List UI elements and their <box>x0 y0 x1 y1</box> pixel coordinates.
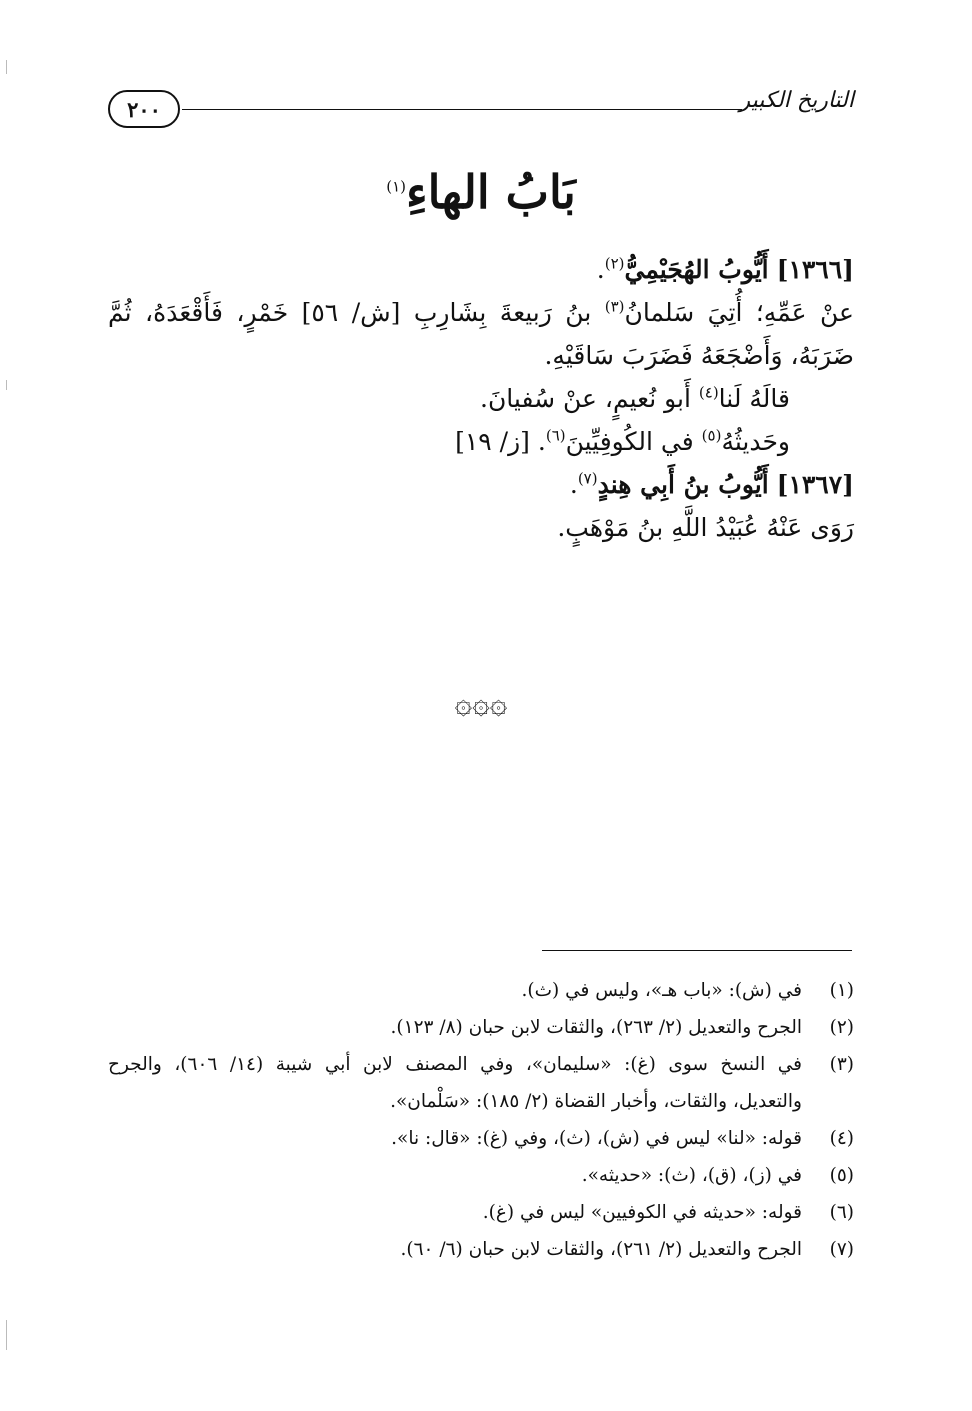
entry-number: [١٣٦٧] <box>776 470 854 499</box>
footnote-item <box>108 1046 854 1083</box>
footnote-ref: (٧) <box>577 469 598 488</box>
footnote-text: في النسخ سوى (غ): «سليمان»، وفي المصنف لابن أبي شيبة (١٤/ ٦٠٦)، والجرح <box>108 1054 802 1075</box>
footnote-number: (٦) <box>829 1202 854 1223</box>
footnote-number: (٣) <box>829 1054 854 1075</box>
text-line <box>108 377 854 420</box>
chapter-title-text: بَابُ الهاءِ <box>405 165 576 219</box>
footnote-number: (١) <box>829 980 854 1001</box>
footnote-text: قوله: «حديثه في الكوفيين» ليس في (غ). <box>482 1202 802 1223</box>
text-line <box>108 420 854 463</box>
book-title: التاريخ الكبير <box>739 88 854 113</box>
text-segment: بنُ رَبيعةَ بِشَارِبِ [ش/ ٥٦] خَمْرٍ، فَأَقْعَدَهُ، ثُمَّ <box>108 298 605 327</box>
text-segment: وحَديثُهُ <box>721 427 790 456</box>
entry-heading <box>108 463 854 506</box>
footnote-separator <box>542 950 852 951</box>
page-header <box>108 88 854 140</box>
text-segment: قالَهُ لَنا <box>718 384 790 413</box>
page-number: ٢٠٠ <box>108 90 180 128</box>
header-rule <box>182 109 742 110</box>
footnote-number: (٧) <box>829 1239 854 1260</box>
footnote-ref: (٤) <box>698 383 719 402</box>
text-segment: أَبو نُعيمٍ، عنْ سُفيانَ. <box>480 384 699 413</box>
footnote-item <box>108 1009 854 1046</box>
section-ornament: ۞۞۞ <box>454 686 508 721</box>
entry-name: أَيُّوبُ بنُ أَبِي هِندٍ <box>597 470 769 499</box>
entry-heading <box>108 248 854 291</box>
entry-number: [١٣٦٦] <box>776 255 854 284</box>
text-line: ضَرَبَهُ، وَأَضْجَعَهُ فَضَرَبَ سَاقَيْهِ. <box>544 341 854 370</box>
footnote-text: الجرح والتعديل (٢/ ٢٦٣)، والثقات لابن حبان (٨/ ١٢٣). <box>390 1017 802 1038</box>
footnote-number: (٤) <box>829 1128 854 1149</box>
text-segment: . [ز/ ١٩] <box>455 427 546 456</box>
footnote-text: في (ش): «باب هـ»، وليس في (ث). <box>521 980 802 1001</box>
text-segment: في الكُوفِيِّينَ <box>565 427 702 456</box>
footnote-text: قوله: «لنا» ليس في (ش)، (ث)، وفي (غ): «قال: نا». <box>391 1128 802 1149</box>
entry-name: أَيُّوبُ الهُجَيْمِيُّ <box>624 255 769 284</box>
chapter-heading <box>108 162 854 222</box>
scan-edge-marks <box>6 0 8 1411</box>
footnote-number: (٥) <box>829 1165 854 1186</box>
main-text <box>108 248 854 549</box>
footnotes <box>108 972 854 1268</box>
footnote-item <box>108 1157 854 1194</box>
footnote-item <box>108 1231 854 1268</box>
footnote-ref: (٦) <box>545 426 566 445</box>
footnote-item <box>108 972 854 1009</box>
footnote-ref: (٢) <box>604 254 625 273</box>
punctuation: . <box>596 255 605 284</box>
footnote-item <box>108 1120 854 1157</box>
text-line: رَوَى عَنْهُ عُبَيْدُ اللَّهِ بنُ مَوْهَبٍ. <box>557 513 854 542</box>
footnote-ref: (٥) <box>701 426 722 445</box>
text-line <box>108 291 854 334</box>
footnote-ref: (١) <box>386 177 406 196</box>
footnote-text: في (ز)، (ق)، (ث): «حديثه». <box>581 1165 802 1186</box>
footnote-continuation: والتعديل، والثقات، وأخبار القضاة (٢/ ١٨٥): «سَلْمان». <box>390 1091 802 1112</box>
footnote-text: الجرح والتعديل (٢/ ٢٦١)، والثقات لابن حبان (٦/ ٦٠). <box>400 1239 802 1260</box>
footnote-number: (٢) <box>829 1017 854 1038</box>
footnote-ref: (٣) <box>604 297 625 316</box>
punctuation: . <box>569 470 578 499</box>
text-segment: عنْ عَمِّهِ؛ أُتِيَ سَلمانُ <box>624 298 854 327</box>
footnote-item <box>108 1194 854 1231</box>
